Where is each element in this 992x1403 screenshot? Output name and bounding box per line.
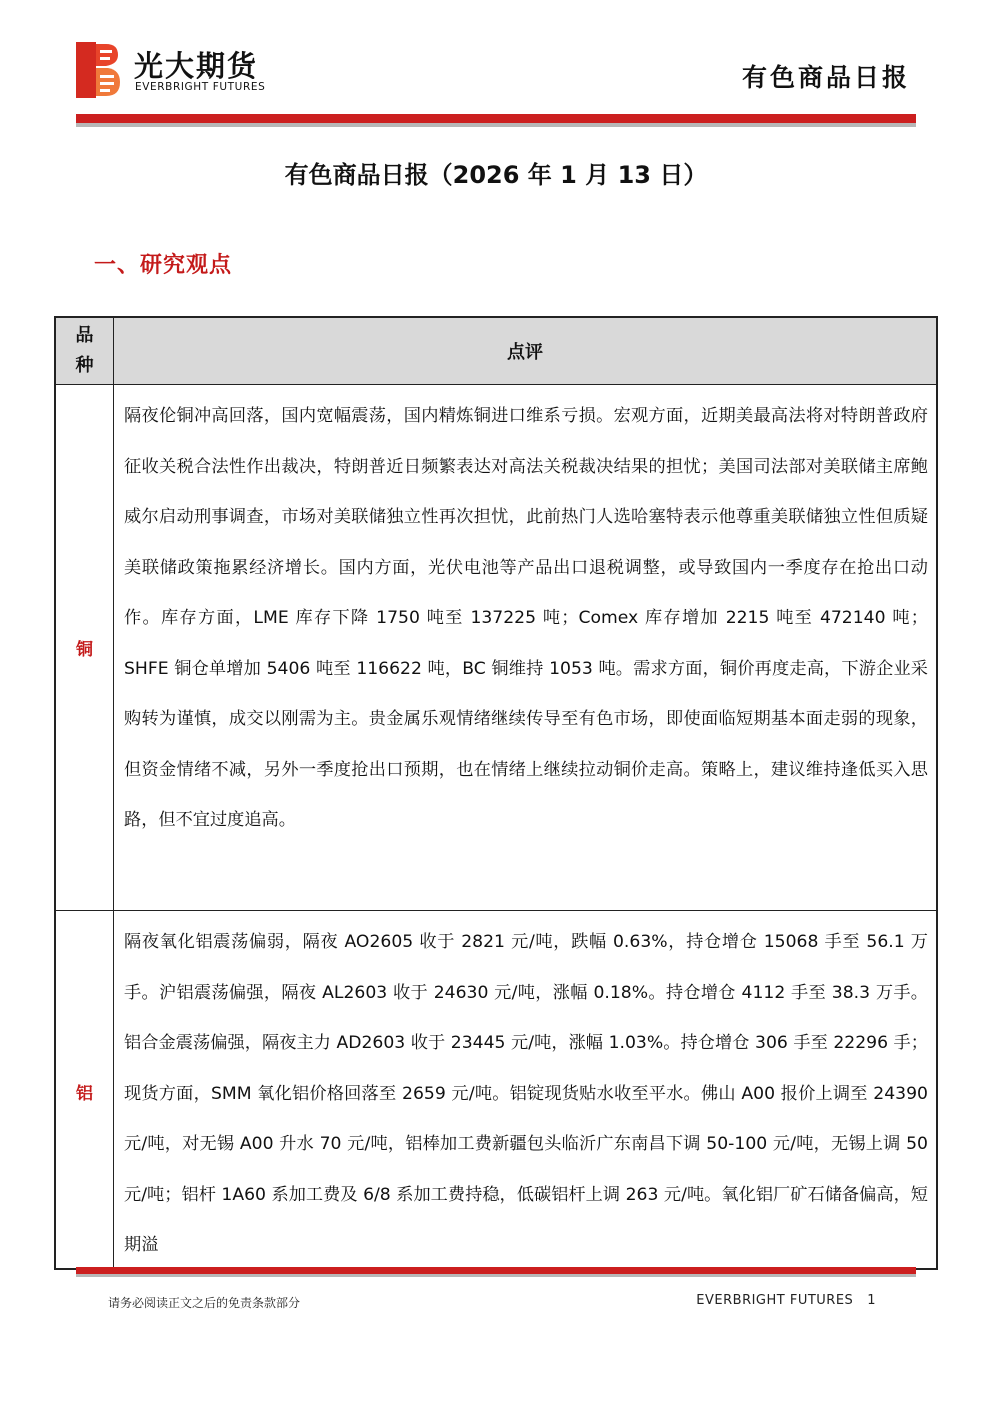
page-number: 1 <box>867 1293 876 1308</box>
header-red-rule <box>76 114 916 123</box>
commentary-text: 隔夜伦铜冲高回落，国内宽幅震荡，国内精炼铜进口维系亏损。宏观方面，近期美最高法将对特朗普政府征收关税合法性作出裁决，特朗普近日频繁表达对高法关税裁决结果的担忧；美国司法部对美联储主席鲍威尔启动刑事调查，市场对美联储独立性再次担忧，此前热门人选哈塞特表示他尊重美联储独立性但质疑美联储政策拖累经济增长。国内方面，光伏电池等产品出口退税调整，或导致国内一季度存在抢出口动作。库存方面，LME 库存下降 1750 吨至 137225 吨；Comex 库存增加 2215 吨至 472140 吨；SHFE 铜仓单增加 5406 吨至 116622 吨，BC 铜维持 1053 吨。需求方面，铜价再度走高，下游企业采购转为谨慎，成交以刚需为主。贵金属乐观情绪继续传导至有色市场，即使面临短期基本面走弱的现象，但资金情绪不减，另外一季度抢出口预期，也在情绪上继续拉动铜价走高。策略上，建议维持逢低买入思路，但不宜过度追高。 <box>124 406 928 830</box>
commentary-table <box>54 316 938 1270</box>
section-heading: 一、研究观点 <box>94 253 233 278</box>
footer-red-rule <box>76 1267 916 1274</box>
header-commodity <box>56 318 114 384</box>
table-header <box>56 318 936 385</box>
everbright-logo-icon <box>76 42 120 98</box>
header-commodity-label: 品种 <box>75 325 94 376</box>
header-gray-rule <box>76 123 916 127</box>
footer-brand: EVERBRIGHT FUTURES <box>696 1293 854 1308</box>
report-name: 有色商品日报 <box>741 63 910 92</box>
commodity-name: 铜 <box>56 385 114 910</box>
logo-english-name: EVERBRIGHT FUTURES <box>135 81 266 93</box>
footer-gray-rule <box>76 1274 916 1277</box>
header-comment: 点评 <box>507 342 543 363</box>
commodity-name: 铝 <box>56 911 114 1270</box>
logo-chinese-name: 光大期货 <box>134 49 259 83</box>
footer-disclaimer: 请务必阅读正文之后的免责条款部分 <box>108 1296 301 1310</box>
table-row <box>56 385 936 911</box>
table-row <box>56 911 936 1270</box>
document-title: 有色商品日报（2026 年 1 月 13 日） <box>284 161 708 189</box>
page-header <box>0 0 992 130</box>
footer-brand-page <box>696 1293 876 1308</box>
commentary-text: 隔夜氧化铝震荡偏弱，隔夜 AO2605 收于 2821 元/吨，跌幅 0.63%，持仓增仓 15068 手至 56.1 万手。沪铝震荡偏强，隔夜 AL2603 收于 24630 元/吨，涨幅 0.18%。持仓增仓 4112 手至 38.3 万手。铝合金震荡偏强，隔夜主力 AD2603 收于 23445 元/吨，涨幅 1.03%。持仓增仓 306 手至 22296 手；现货方面，SMM 氧化铝价格回落至 2659 元/吨。铝锭现货贴水收至平水。佛山 A00 报价上调至 24390 元/吨，对无锡 A00 升水 70 元/吨，铝棒加工费新疆包头临沂广东南昌下调 50-100 元/吨，无锡上调 50 元/吨；铝杆 1A60 系加工费及 6/8 系加工费持稳，低碳铝杆上调 263 元/吨。氧化铝厂矿石储备偏高，短期溢 <box>124 932 928 1255</box>
